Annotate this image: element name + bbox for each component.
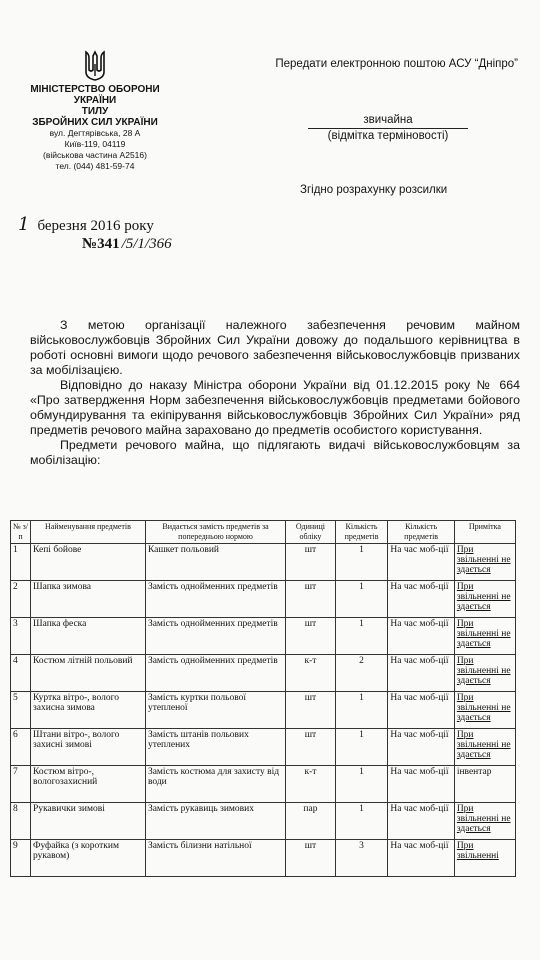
cell-num: 2	[11, 581, 31, 618]
distribution-note: Згідно розрахунку розсилки	[300, 184, 448, 196]
header-qty-2: Кількість предметів	[388, 521, 454, 544]
cell-term: На час моб-ції	[388, 840, 454, 877]
cell-term: На час моб-ції	[388, 729, 454, 766]
cell-num: 5	[11, 692, 31, 729]
cell-name: Шапка зимова	[31, 581, 146, 618]
doc-number-printed: №341	[82, 236, 120, 252]
table-header-row	[11, 521, 516, 544]
cell-term: На час моб-ції	[388, 544, 454, 581]
cell-replacement: Замість штанів польових утеплених	[145, 729, 285, 766]
cell-note: При звільненні	[454, 840, 515, 877]
cell-unit: шт	[286, 692, 336, 729]
cell-replacement: Кашкет польовий	[145, 544, 285, 581]
cell-unit: шт	[286, 729, 336, 766]
table-row	[11, 618, 516, 655]
address-line-3: (військова частина А2516)	[43, 150, 147, 160]
header-name: Найменування предметів	[31, 521, 146, 544]
cell-unit: шт	[286, 618, 336, 655]
cell-qty: 2	[335, 655, 388, 692]
cell-replacement: Замість білизни натільної	[145, 840, 285, 877]
cell-replacement: Замість однойменних предметів	[145, 655, 285, 692]
cell-replacement: Замість однойменних предметів	[145, 618, 285, 655]
cell-term: На час моб-ції	[388, 581, 454, 618]
cell-note: При звільненні не здається	[454, 618, 515, 655]
ministry-line-3: ТИЛУ	[81, 106, 109, 117]
date-rest: березня 2016 року	[37, 218, 154, 234]
cell-name: Шапка феска	[31, 618, 146, 655]
cell-qty: 1	[335, 692, 388, 729]
cell-qty: 1	[335, 766, 388, 803]
transmit-note: Передати електронною поштою АСУ “Дніпро”	[275, 58, 518, 70]
cell-num: 6	[11, 729, 31, 766]
header-qty: Кількість предметів	[335, 521, 388, 544]
cell-replacement: Замість рукавиць зимових	[145, 803, 285, 840]
table-row	[11, 581, 516, 618]
items-table	[10, 520, 516, 877]
trident-emblem-icon	[84, 50, 106, 82]
address-line-1: вул. Дегтярівська, 28 А	[49, 128, 141, 138]
document-number	[82, 236, 172, 253]
cell-qty: 3	[335, 840, 388, 877]
table-row	[11, 803, 516, 840]
cell-num: 3	[11, 618, 31, 655]
cell-qty: 1	[335, 581, 388, 618]
urgency-mark	[308, 114, 468, 142]
doc-number-handwritten: /5/1/366	[121, 236, 172, 252]
cell-name: Рукавички зимові	[31, 803, 146, 840]
cell-qty: 1	[335, 729, 388, 766]
cell-name: Куртка вітро-, волого захисна зимова	[31, 692, 146, 729]
cell-replacement: Замість однойменних предметів	[145, 581, 285, 618]
ministry-line-4: ЗБРОЙНИХ СИЛ УКРАЇНИ	[32, 117, 158, 128]
paragraph-2: Відповідно до наказу Міністра оборони України від 01.12.2015 року № 664 «Про затвердження Норм забезпечення військовослужбовців предметами бойового обмундирування та екіпірування військовослужбовців Збройних Сил України» ряд предметів речового майна зараховано до предметів особистого користування.	[30, 378, 520, 437]
cell-num: 9	[11, 840, 31, 877]
cell-name: Фуфайка (з коротким рукавом)	[31, 840, 146, 877]
paragraph-1: З метою організації належного забезпечення речовим майном військовослужбовців Збройних Сил України довожу до подальшого керівництва в роботі основні вимоги щодо речового забезпечення військовослужбовців призваних за мобілізацією.	[30, 318, 520, 377]
cell-num: 8	[11, 803, 31, 840]
cell-note: При звільненні не здається	[454, 581, 515, 618]
cell-replacement: Замість костюма для захисту від води	[145, 766, 285, 803]
cell-name: Штани вітро-, волого захисні зимові	[31, 729, 146, 766]
cell-unit: шт	[286, 544, 336, 581]
cell-note: При звільненні не здається	[454, 729, 515, 766]
address-line-4: тел. (044) 481-59-74	[55, 161, 135, 171]
header-num: № з/п	[11, 521, 31, 544]
cell-qty: 1	[335, 544, 388, 581]
header-note: Примітка	[454, 521, 515, 544]
table-row	[11, 729, 516, 766]
cell-num: 7	[11, 766, 31, 803]
cell-replacement: Замість куртки польової утепленої	[145, 692, 285, 729]
cell-term: На час моб-ції	[388, 803, 454, 840]
cell-unit: к-т	[286, 766, 336, 803]
document-date	[18, 214, 154, 235]
header-replacement: Видається замість предметів за попередньою нормою	[145, 521, 285, 544]
cell-num: 1	[11, 544, 31, 581]
cell-note: При звільненні не здається	[454, 803, 515, 840]
table-row	[11, 840, 516, 877]
paragraph-3: Предмети речового майна, що підлягають видачі військовослужбовцям за мобілізацію:	[30, 438, 520, 467]
cell-qty: 1	[335, 803, 388, 840]
cell-unit: шт	[286, 840, 336, 877]
date-day-handwritten: 1	[18, 214, 30, 235]
cell-note: При звільненні не здається	[454, 544, 515, 581]
urgency-label: (відмітка терміновості)	[308, 128, 468, 142]
table-row	[11, 655, 516, 692]
table-row	[11, 544, 516, 581]
cell-unit: пар	[286, 803, 336, 840]
cell-note: При звільненні не здається	[454, 655, 515, 692]
table-row	[11, 766, 516, 803]
cell-note: інвентар	[454, 766, 515, 803]
cell-term: На час моб-ції	[388, 766, 454, 803]
cell-name: Кепі бойове	[31, 544, 146, 581]
header-unit: Одиниці обліку	[286, 521, 336, 544]
table-row	[11, 692, 516, 729]
letterhead	[10, 50, 180, 172]
cell-note: При звільненні не здається	[454, 692, 515, 729]
ministry-line-1: МІНІСТЕРСТВО ОБОРОНИ	[30, 84, 160, 95]
ministry-line-2: УКРАЇНИ	[73, 95, 117, 106]
cell-name: Костюм літній польовий	[31, 655, 146, 692]
cell-unit: шт	[286, 581, 336, 618]
cell-term: На час моб-ції	[388, 692, 454, 729]
cell-num: 4	[11, 655, 31, 692]
urgency-value: звичайна	[363, 114, 413, 126]
body-text	[30, 318, 520, 468]
cell-name: Костюм вітро-, вологозахисний	[31, 766, 146, 803]
cell-term: На час моб-ції	[388, 618, 454, 655]
cell-qty: 1	[335, 618, 388, 655]
cell-unit: к-т	[286, 655, 336, 692]
address-line-2: Київ-119, 04119	[64, 139, 126, 149]
cell-term: На час моб-ції	[388, 655, 454, 692]
